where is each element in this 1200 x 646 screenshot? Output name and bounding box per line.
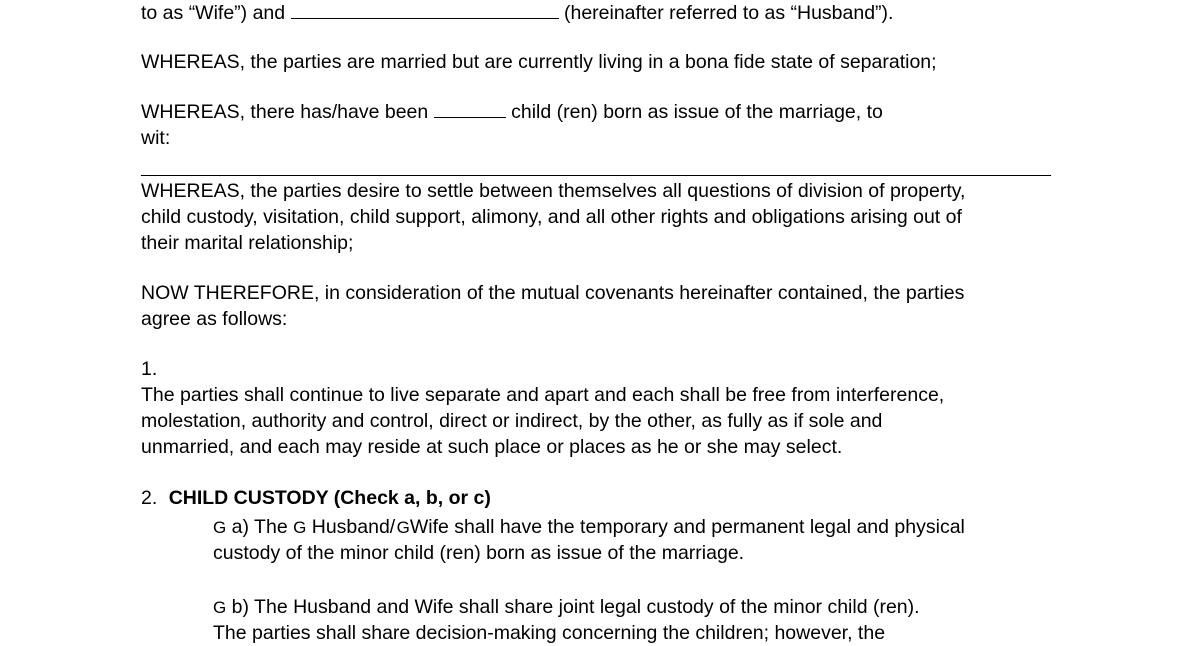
section2-title: CHILD CUSTODY (Check a, b, or c): [168, 487, 491, 509]
option-b-line2: The parties shall share decision-making concerning the children; however, the: [213, 622, 886, 644]
option-b-checkbox[interactable]: G: [213, 598, 227, 617]
section2-number: 2.: [141, 487, 158, 509]
children-count-blank[interactable]: [434, 99, 506, 118]
section1-line1: The parties shall continue to live separate and apart and each shall be free from interference,: [141, 384, 945, 406]
option-a-text3: Wife shall have the temporary and permanent legal and physical: [409, 516, 965, 538]
option-b-line1: [213, 594, 920, 621]
option-b-text1: b) The Husband and Wife shall share joint legal custody of the minor child (ren).: [231, 596, 920, 618]
whereas-separation: WHEREAS, the parties are married but are currently living in a bona fide state of separation;: [141, 51, 937, 73]
option-a-checkbox[interactable]: G: [213, 518, 227, 537]
whereas-settle-line3: their marital relationship;: [141, 232, 354, 254]
option-a-line2: custody of the minor child (ren) born as issue of the marriage.: [213, 542, 745, 564]
intro-text-after: (hereinafter referred to as “Husband”).: [563, 2, 894, 24]
whereas-children-line2: wit:: [141, 127, 171, 149]
section1-line3: unmarried, and each may reside at such place or places as he or she may select.: [141, 436, 843, 458]
whereas-children-line1: [141, 99, 883, 125]
option-a-text2: Husband/: [311, 516, 396, 538]
intro-line: [141, 0, 893, 26]
section1-number: 1.: [141, 358, 158, 380]
option-a-husband-checkbox[interactable]: G: [293, 518, 307, 537]
now-therefore-line2: agree as follows:: [141, 308, 288, 330]
option-a-text1: a) The: [231, 516, 288, 538]
option-a-line1: [213, 514, 965, 541]
intro-text-before: to as “Wife”) and: [141, 2, 286, 24]
section1-line2: molestation, authority and control, direct or indirect, by the other, as fully as if sole and: [141, 410, 883, 432]
section2-heading: [141, 485, 491, 511]
husband-name-blank[interactable]: [291, 0, 559, 19]
whereas-settle-line2: child custody, visitation, child support, alimony, and all other rights and obligations arising out of: [141, 206, 962, 228]
whereas-settle-line1: WHEREAS, the parties desire to settle between themselves all questions of division of property,: [141, 180, 966, 202]
now-therefore-line1: NOW THEREFORE, in consideration of the mutual covenants hereinafter contained, the parties: [141, 282, 965, 304]
children-names-blank[interactable]: [141, 175, 1051, 176]
option-a-wife-checkbox[interactable]: G: [396, 518, 410, 537]
whereas-children-before: WHEREAS, there has/have been: [141, 101, 429, 123]
whereas-children-after: child (ren) born as issue of the marriage, to: [511, 101, 883, 123]
